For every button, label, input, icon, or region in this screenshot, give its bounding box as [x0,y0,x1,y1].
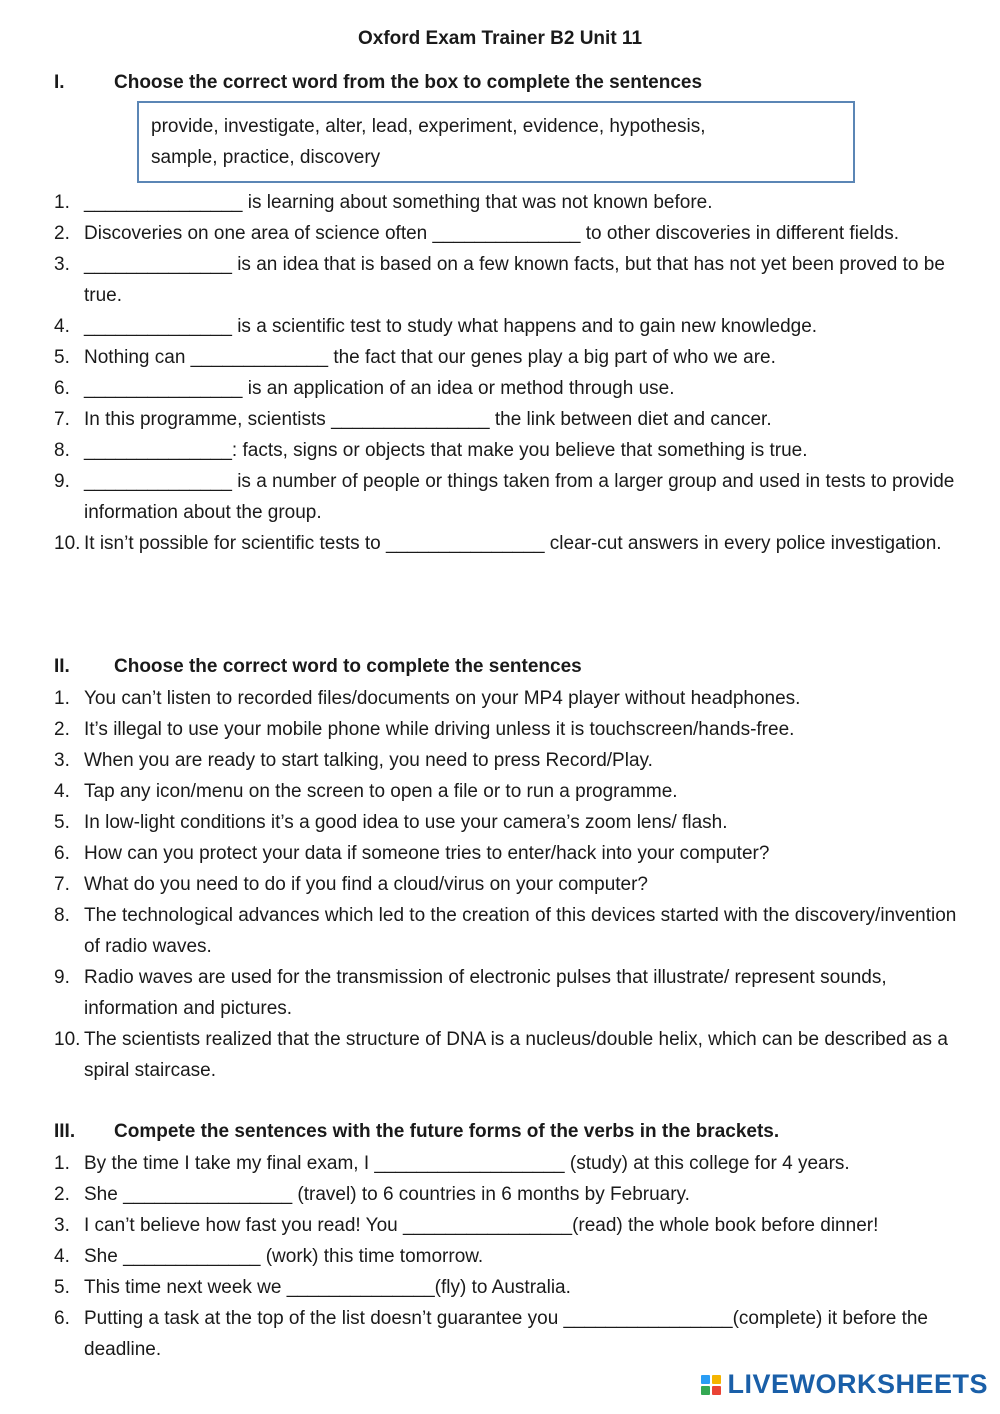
item-number: 5. [54,812,70,833]
item-number: 4. [54,1246,70,1267]
page-title: Oxford Exam Trainer B2 Unit 11 [357,28,643,49]
section-2-heading [54,654,582,680]
list-item [54,528,974,559]
logo-icon [701,1375,721,1395]
item-text: I can’t believe how fast you read! You ________________(read) the whole book before dinner! [84,1215,879,1236]
section-1-title: Choose the correct word from the box to complete the sentences [114,72,703,93]
item-number: 1. [54,688,70,709]
section-3-title: Compete the sentences with the future forms of the verbs in the brackets. [114,1121,780,1142]
item-text: How can you protect your data if someone tries to enter/hack into your computer? [84,843,770,864]
word-box-line-1: provide, investigate, alter, lead, experiment, evidence, hypothesis, [151,116,706,137]
word-box-line-2: sample, practice, discovery [151,147,381,168]
item-number: 9. [54,471,70,492]
section-3-number: III. [54,1121,76,1142]
section-1-number: I. [54,72,65,93]
item-text: _______________ is an application of an idea or method through use. [84,378,675,399]
item-text: _______________ is learning about something that was not known before. [84,192,713,213]
section-3-heading [54,1119,779,1145]
item-number: 3. [54,1215,70,1236]
item-number: 6. [54,843,70,864]
item-number: 7. [54,874,70,895]
item-number: 4. [54,781,70,802]
item-text: ______________ is an idea that is based on a few known facts, but that has not yet been proved to be true. [84,254,945,306]
list-item [54,1024,974,1086]
item-text: The scientists realized that the structure of DNA is a nucleus/double helix, which can be described as a spiral staircase. [84,1029,948,1081]
item-text: This time next week we ______________(fly) to Australia. [84,1277,571,1298]
item-number: 8. [54,440,70,461]
item-text: ______________: facts, signs or objects that make you believe that something is true. [84,440,808,461]
liveworksheets-logo[interactable] [701,1369,988,1400]
item-text: Nothing can _____________ the fact that our genes play a big part of who we are. [84,347,776,368]
list-item [54,435,974,466]
list-item [54,1241,974,1272]
list-item [54,962,974,1024]
section-2-list [54,683,974,1086]
list-item [54,218,974,249]
item-text: In this programme, scientists _______________ the link between diet and cancer. [84,409,772,430]
list-item [54,807,974,838]
item-text: She ________________ (travel) to 6 countries in 6 months by February. [84,1184,690,1205]
item-text: In low-light conditions it’s a good idea to use your camera’s zoom lens/ flash. [84,812,728,833]
item-text: ______________ is a number of people or things taken from a larger group and used in tests to provide information about the group. [84,471,955,523]
item-number: 2. [54,1184,70,1205]
section-1-list [54,187,974,559]
list-item [54,466,974,528]
item-number: 2. [54,719,70,740]
item-number: 10. [54,1029,81,1050]
item-number: 7. [54,409,70,430]
word-box [137,101,855,183]
list-item [54,404,974,435]
item-text: Tap any icon/menu on the screen to open a file or to run a programme. [84,781,678,802]
item-text: What do you need to do if you find a cloud/virus on your computer? [84,874,648,895]
list-item [54,187,974,218]
list-item [54,900,974,962]
item-number: 1. [54,192,70,213]
logo-text: LIVEWORKSHEETS [727,1369,988,1399]
list-item [54,1272,974,1303]
list-item [54,683,974,714]
item-text: By the time I take my final exam, I __________________ (study) at this college for 4 years. [84,1153,850,1174]
list-item [54,745,974,776]
section-2-number: II. [54,656,70,677]
section-2-title: Choose the correct word to complete the sentences [114,656,582,677]
list-item [54,869,974,900]
list-item [54,249,974,311]
item-text: She _____________ (work) this time tomorrow. [84,1246,484,1267]
item-text: Putting a task at the top of the list doesn’t guarantee you ________________(complete) it before the deadline. [84,1308,928,1360]
section-3-list [54,1148,974,1365]
item-number: 5. [54,1277,70,1298]
list-item [54,1303,974,1365]
item-number: 3. [54,254,70,275]
item-text: You can’t listen to recorded files/documents on your MP4 player without headphones. [84,688,801,709]
item-text: The technological advances which led to the creation of this devices started with the discovery/invention of radio waves. [84,905,957,957]
item-number: 1. [54,1153,70,1174]
section-1-heading [54,70,702,96]
item-text: Discoveries on one area of science often ______________ to other discoveries in different fields. [84,223,900,244]
item-text: It’s illegal to use your mobile phone while driving unless it is touchscreen/hands-free. [84,719,795,740]
list-item [54,311,974,342]
list-item [54,373,974,404]
list-item [54,1179,974,1210]
item-text: Radio waves are used for the transmission of electronic pulses that illustrate/ represent sounds, information and pictures. [84,967,887,1019]
item-number: 6. [54,378,70,399]
item-number: 9. [54,967,70,988]
item-number: 6. [54,1308,70,1329]
item-number: 3. [54,750,70,771]
list-item [54,838,974,869]
list-item [54,1210,974,1241]
item-text: When you are ready to start talking, you need to press Record/Play. [84,750,653,771]
list-item [54,1148,974,1179]
item-text: It isn’t possible for scientific tests to _______________ clear-cut answers in every police investigation. [84,533,942,554]
item-number: 5. [54,347,70,368]
item-number: 2. [54,223,70,244]
list-item [54,342,974,373]
item-number: 10. [54,533,81,554]
item-number: 8. [54,905,70,926]
item-number: 4. [54,316,70,337]
list-item [54,714,974,745]
list-item [54,776,974,807]
item-text: ______________ is a scientific test to study what happens and to gain new knowledge. [84,316,818,337]
